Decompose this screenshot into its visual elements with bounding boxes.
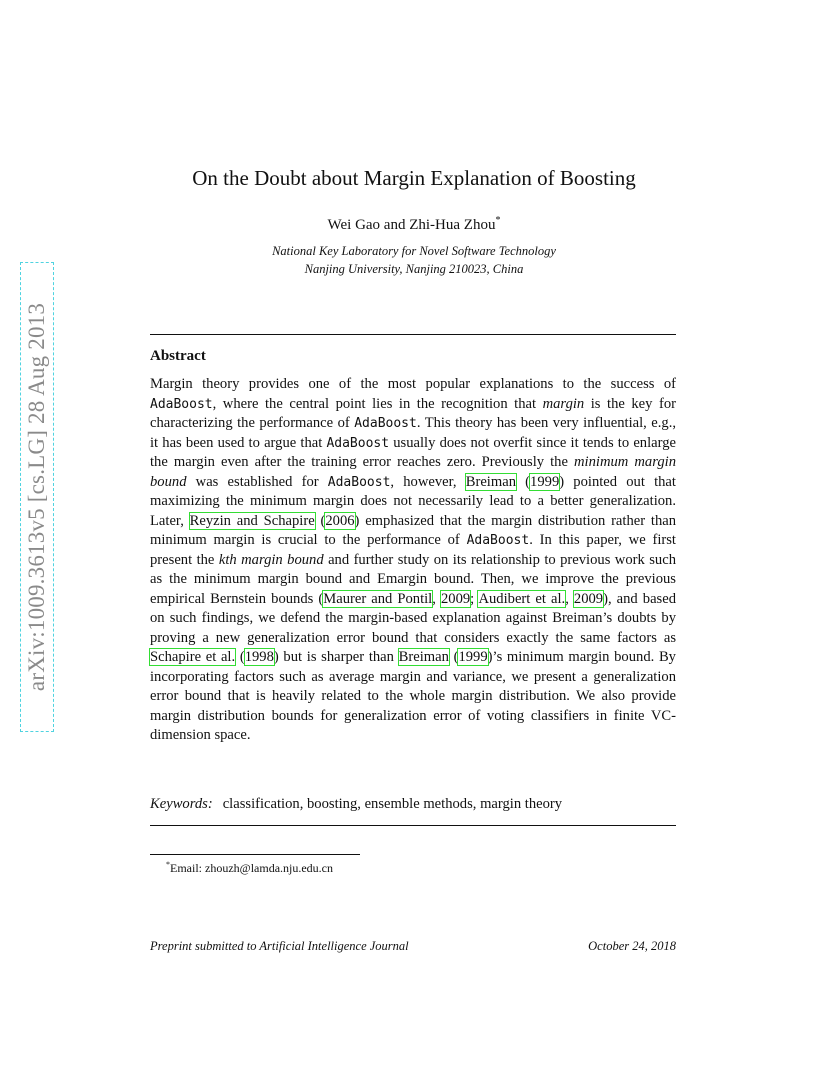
author-names: Wei Gao and Zhi-Hua Zhou xyxy=(327,217,496,233)
arxiv-stamp-text: arXiv:1009.3613v5 [cs.LG] 28 Aug 2013 xyxy=(24,302,49,692)
citation-year-link[interactable]: 2009 xyxy=(440,590,471,607)
citation-year-link[interactable]: 1998 xyxy=(244,649,274,665)
citation-link-breiman-2[interactable]: Breiman xyxy=(398,649,449,665)
affiliation-line-2: Nanjing University, Nanjing 210023, China xyxy=(304,262,524,276)
footnote-mark: * xyxy=(166,860,170,869)
affiliation xyxy=(0,242,828,278)
footnote xyxy=(166,860,333,876)
paper-title: On the Doubt about Margin Explanation of Boosting xyxy=(192,166,636,190)
arxiv-stamp xyxy=(20,262,54,732)
citation-link-breiman[interactable]: Breiman xyxy=(465,473,516,490)
abstract-body: Margin theory provides one of the most popular explanations to the success of AdaBoost, where the central point lies in the recognition that margin is the key for characterizing the performance of AdaBoost. This theory has been very influential, e.g., it has been used to argue that AdaBoost usually does not overfit since it tends to enlarge the margin even after the training error reaches zero. Previously the minimum margin bound was established for AdaBoost, however, Breiman (1999) pointed out that maximizing the minimum margin does not necessarily lead to a better generalization. Later, Reyzin and Schapire (2006) emphasized that the margin distribution rather than minimum margin is crucial to the performance of AdaBoost. In this paper, we first present the kth margin bound and further study on its relationship to previous work such as the minimum margin bound and Emargin bound. Then, we improve the previous empirical Bernstein bounds (Maurer and Pontil, 2009; Audibert et al., 2009), and based on such findings, we defend the margin-based explanation against Breiman’s doubts by proving a new generalization error bound that considers exactly the same factors as Schapire et al. (1998) but is sharper than Breiman (1999)’s minimum margin bound. By incorporating factors such as average margin and variance, we present a generalization error bound that is heavily related to the whole margin distribution. We also provide margin distribution bounds for generalization error of voting classifiers in finite VC-dimension space. xyxy=(150,376,677,743)
abstract-heading: Abstract xyxy=(150,348,206,364)
footnote-rule xyxy=(150,854,360,855)
preprint-note: Preprint submitted to Artificial Intelligence Journal xyxy=(150,939,409,953)
citation-link-reyzin[interactable]: Reyzin and Schapire xyxy=(189,512,315,529)
preprint-date: October 24, 2018 xyxy=(588,939,676,953)
keywords-text: classification, boosting, ensemble methods, margin theory xyxy=(222,796,563,812)
citation-year-link[interactable]: 1999 xyxy=(458,649,488,665)
authors xyxy=(0,215,828,234)
citation-year-link[interactable]: 2006 xyxy=(325,512,355,529)
keywords-label: Keywords: xyxy=(150,796,213,812)
footnote-email: Email: zhouzh@lamda.nju.edu.cn xyxy=(170,861,334,875)
citation-year-link[interactable]: 2009 xyxy=(573,590,604,607)
affiliation-line-1: National Key Laboratory for Novel Software Technology xyxy=(272,244,556,258)
bottom-rule xyxy=(150,825,676,826)
citation-link-maurer[interactable]: Maurer and Pontil xyxy=(323,590,433,607)
citation-link-audibert[interactable]: Audibert et al. xyxy=(478,590,566,607)
margin-term: margin xyxy=(542,395,585,412)
keywords xyxy=(150,796,676,813)
adaboost-term: AdaBoost xyxy=(150,396,213,412)
citation-year-link[interactable]: 1999 xyxy=(530,473,560,490)
author-footnote-mark: * xyxy=(495,215,501,226)
top-rule xyxy=(150,334,676,335)
citation-link-schapire[interactable]: Schapire et al. xyxy=(150,649,236,665)
